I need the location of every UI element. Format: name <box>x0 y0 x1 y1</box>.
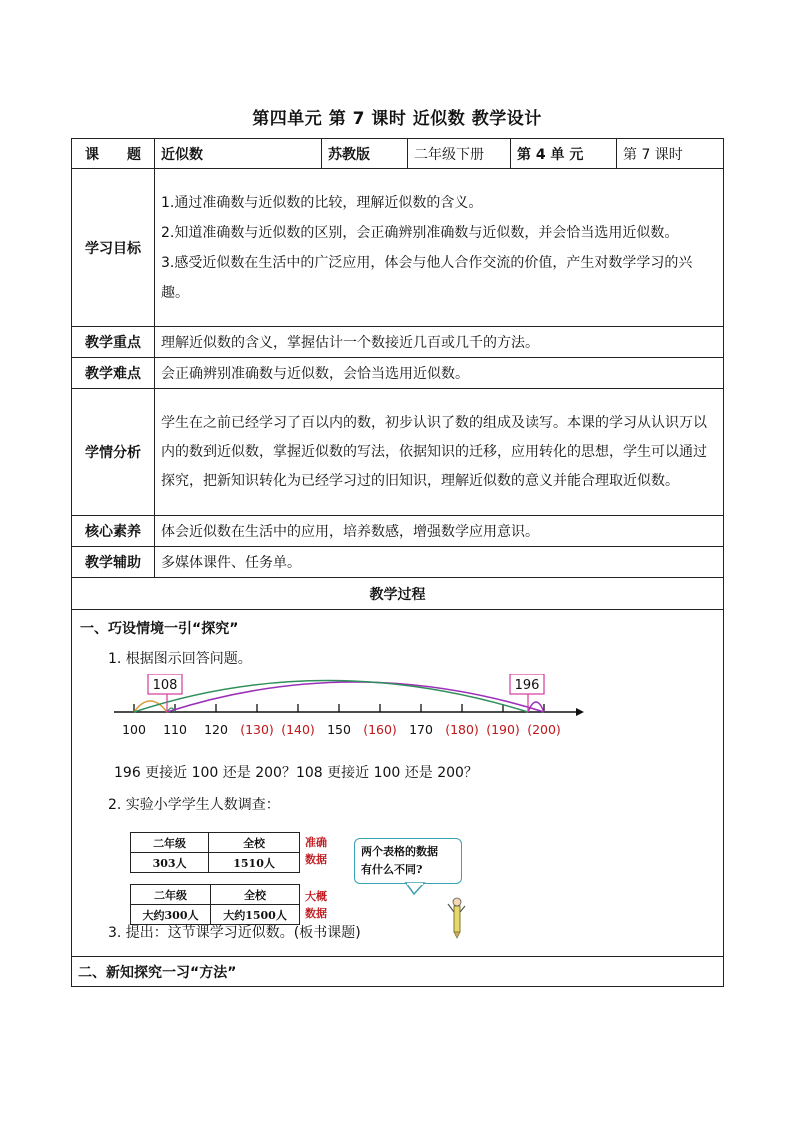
aids-text: 多媒体课件、任务单。 <box>155 547 724 578</box>
process-content <box>72 610 724 957</box>
cell: 1510人 <box>209 853 300 873</box>
item-1: 1. 根据图示回答问题。 <box>108 651 252 667</box>
topic-value: 近似数 <box>155 139 322 169</box>
tag-line: 数据 <box>305 853 327 866</box>
tag-line: 准确 <box>305 836 327 849</box>
analysis-text: 学生在之前已经学习了百以内的数，初步认识了数的组成及读写。本课的学习从认识万以内的数到近似数，掌握近似数的写法，依据知识的迁移，应用转化的思想，学生可以通过探究，把新知识转化为已经学习过的旧知识，理解近似数的意义并能合理取近似数。 <box>161 414 707 489</box>
key-point-text: 理解近似数的含义，掌握估计一个数接近几百或几千的方法。 <box>155 327 724 358</box>
process-title: 教学过程 <box>72 578 724 610</box>
difficulty-text: 会正确辨别准确数与近似数，会恰当选用近似数。 <box>155 358 724 389</box>
tick-label: (180) <box>445 722 479 737</box>
analysis-content <box>155 389 724 516</box>
tick-label: 120 <box>204 722 228 737</box>
cell: 二年级 <box>131 833 209 853</box>
tick-label: 110 <box>163 722 187 737</box>
tag-line: 大概 <box>305 890 327 903</box>
cell: 二年级 <box>131 885 211 905</box>
lesson-plan-table <box>71 138 724 987</box>
tick-label: (190) <box>486 722 520 737</box>
bubble-line: 有什么不同? <box>361 863 423 876</box>
publisher: 苏教版 <box>322 139 408 169</box>
speech-bubble <box>354 838 462 884</box>
arc-100-to-196 <box>134 681 528 713</box>
cell: 大约300人 <box>131 905 211 925</box>
section-1-heading: 一、巧设情境一引“探究” <box>80 621 239 637</box>
tick-label: (140) <box>281 722 315 737</box>
difficulty-label: 教学难点 <box>72 358 155 389</box>
tag-line: 数据 <box>305 907 327 920</box>
topic-label: 课 题 <box>72 139 155 169</box>
page-title: 第四单元 第 7 课时 近似数 教学设计 <box>252 109 542 129</box>
literacy-text: 体会近似数在生活中的应用，培养数感，增强数学应用意识。 <box>155 516 724 547</box>
tick-label: 100 <box>122 722 146 737</box>
aids-label: 教学辅助 <box>72 547 155 578</box>
unit: 第 4 单 元 <box>511 139 617 169</box>
goals-label: 学习目标 <box>72 169 155 327</box>
grade: 二年级下册 <box>408 139 511 169</box>
number-line-diagram <box>114 674 584 746</box>
key-point-label: 教学重点 <box>72 327 155 358</box>
box-108-label: 108 <box>152 678 178 693</box>
exact-data-tag <box>305 834 327 868</box>
lesson-number: 第 7 课时 <box>617 139 724 169</box>
tick-label: 170 <box>409 722 433 737</box>
tick-label: (160) <box>363 722 397 737</box>
tick-label: (200) <box>527 722 561 737</box>
item-2: 2. 实验小学学生人数调查： <box>108 797 280 813</box>
goal-item: 3.感受近似数在生活中的广泛应用，体会与他人合作交流的价值，产生对数学学习的兴趣。 <box>161 254 693 301</box>
tick-label: 150 <box>327 722 351 737</box>
arc-108-to-200 <box>167 682 544 712</box>
item-3: 3. 提出：这节课学习近似数。(板书课题) <box>108 925 361 941</box>
analysis-label: 学情分析 <box>72 389 155 516</box>
exact-data-table <box>130 832 300 873</box>
literacy-label: 核心素养 <box>72 516 155 547</box>
cell: 303人 <box>131 853 209 873</box>
cell: 全校 <box>211 885 300 905</box>
pencil-character-icon <box>448 898 465 938</box>
bubble-line: 两个表格的数据 <box>361 845 438 858</box>
cell: 大约1500人 <box>211 905 300 925</box>
section-2-heading: 二、新知探究一习“方法” <box>72 957 724 987</box>
box-196-label: 196 <box>514 678 540 693</box>
goal-item: 2.知道准确数与近似数的区别，会正确辨别准确数与近似数，并会恰当选用近似数。 <box>161 224 679 241</box>
bubble-tail-and-character <box>402 882 472 942</box>
approx-data-table <box>130 884 300 925</box>
approx-data-tag <box>305 888 327 922</box>
goals-content <box>155 169 724 327</box>
goal-item: 1.通过准确数与近似数的比较，理解近似数的含义。 <box>161 194 483 211</box>
cell: 全校 <box>209 833 300 853</box>
number-line-question: 196 更接近 100 还是 200？108 更接近 100 还是 200？ <box>114 765 478 781</box>
tick-label: (130) <box>240 722 274 737</box>
